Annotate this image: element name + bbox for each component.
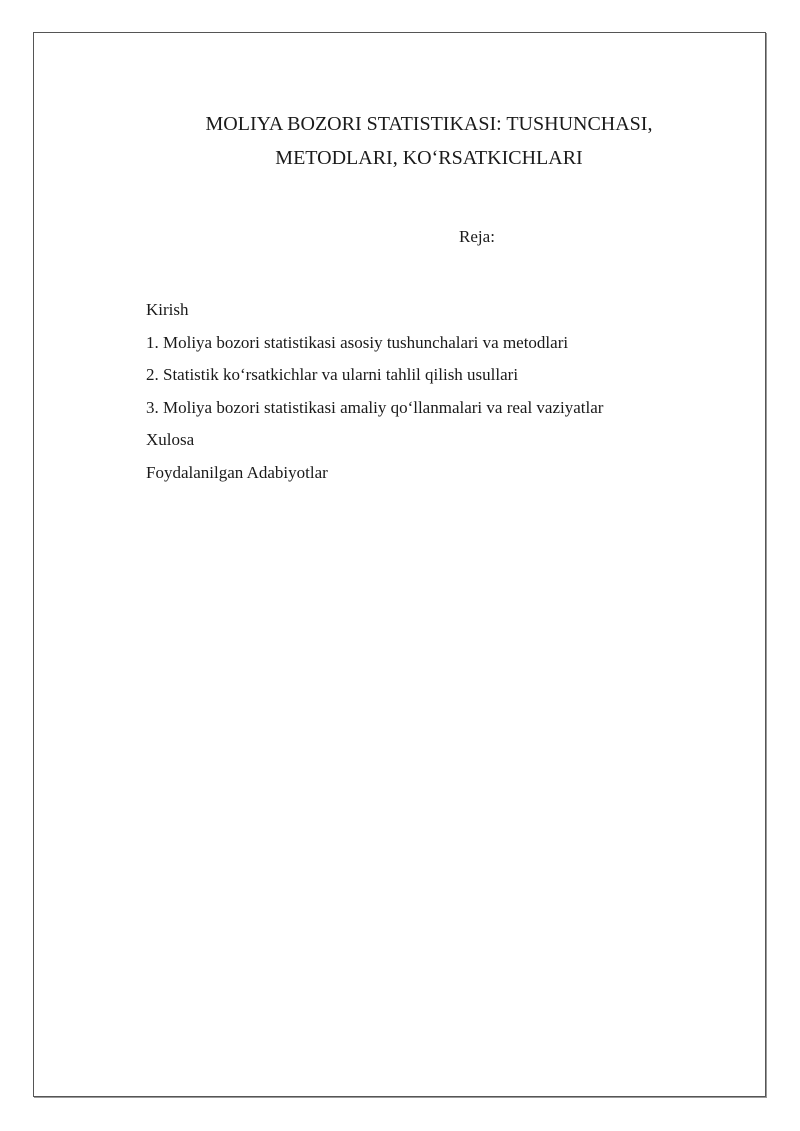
toc-item-chapter-1: 1. Moliya bozori statistikasi asosiy tushunchalari va metodlari xyxy=(146,332,569,352)
document-title-line-1: MOLIYA BOZORI STATISTIKASI: TUSHUNCHASI, xyxy=(205,113,653,135)
toc-item-chapter-3: 3. Moliya bozori statistikasi amaliy qo‘llanmalari va real vaziyatlar xyxy=(146,397,604,417)
document-title-line-2: METODLARI, KO‘RSATKICHLARI xyxy=(275,147,583,169)
document-title xyxy=(34,107,800,175)
toc-item-references: Foydalanilgan Adabiyotlar xyxy=(146,462,328,482)
toc-item-conclusion: Xulosa xyxy=(146,430,195,449)
document-page xyxy=(33,32,766,1097)
toc-item-chapter-2: 2. Statistik ko‘rsatkichlar va ularni tahlil qilish usullari xyxy=(146,365,519,384)
toc-item-introduction: Kirish xyxy=(146,300,189,319)
table-of-contents xyxy=(146,294,603,489)
plan-heading: Reja: xyxy=(459,227,495,246)
